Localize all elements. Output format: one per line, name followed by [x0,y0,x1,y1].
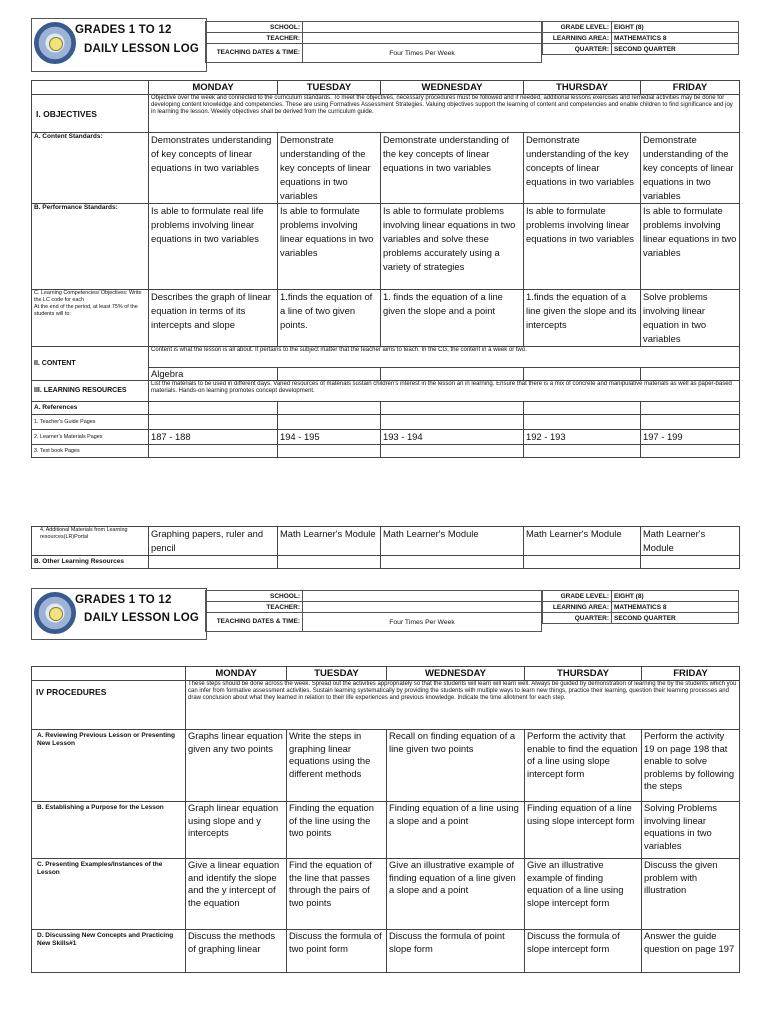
proc-c-tuesday: Find the equation of the line that passes through the pairs of two points [287,859,387,930]
content-standard-monday: Demonstrates understanding of key concepts of linear equations in two variables [149,133,278,204]
resources-note: List the materials to be used in different days. Varied resources of materials sustain children's interest in the lesson an in learning. Ensure that there is a mix of concrete and manipulative materials as well as paper-based materials. Hands-on learning promotes concept development. [149,381,740,402]
additional-monday: Graphing papers, ruler and pencil [149,527,278,556]
proc-c-monday: Give a linear equation and identify the slope and the y intercept of the equation [186,859,287,930]
proc-b-friday: Solving Problems involving linear equations in two variables [642,802,740,859]
resources-heading: III. LEARNING RESOURCES [32,381,149,402]
school-label-2: SCHOOL: [206,591,303,602]
deped-seal-icon-2 [34,592,76,634]
content-standards-label: A. Content Standards: [32,133,149,204]
header-meta-right [542,21,739,55]
corner-cell [32,81,149,95]
competency-tuesday: 1.finds the equation of a line of two given points. [278,290,381,347]
grade-label: GRADE LEVEL: [543,22,612,33]
competency-thursday: 1.finds the equation of a line given the slope and its intercepts [524,290,641,347]
lm-pages-friday: 197 - 199 [641,430,740,445]
proc-a-monday: Graphs linear equation given any two points [186,730,287,802]
additional-tuesday: Math Learner's Module [278,527,381,556]
proc-d-tuesday: Discuss the formula of two point form [287,930,387,973]
area-label-2: LEARNING AREA: [543,602,612,613]
competencies-sub: At the end of the period, at least 75% of the students will to: [34,304,138,317]
proc-day-header-friday: FRIDAY [642,667,740,681]
content-standard-thursday: Demonstrate understanding of the key concepts of linear equations in two variables [524,133,641,204]
proc-a-thursday: Perform the activity that enable to find the equation of a line using slope intercept form [525,730,642,802]
content-value: Algebra [149,368,278,381]
deped-seal-icon [34,22,76,64]
proc-c-label: C. Presenting Examples/Instances of the Lesson [32,859,186,930]
content-standard-wednesday: Demonstrate understanding of the key concepts of linear equations in two variables [381,133,524,204]
quarter-value-2: SECOND QUARTER [612,613,739,624]
proc-d-friday: Answer the guide question on page 197 [642,930,740,973]
tb-label: 3. Text book Pages [32,445,149,458]
additional-friday: Math Learner's Module [641,527,740,556]
grade-value: EIGHT (8) [612,22,739,33]
teacher-label: TEACHER: [206,33,303,44]
header2-meta-left [205,590,542,632]
objectives-note: Objective over the week and connected to the curriculum standards. To meet the objectives, necessary procedures must be followed and if needed, additional lessons exercises and remedial activities may be done for developing content knowledge and competencies. These are using Formatives Assessment Strategies. Valuing objectives support the learning of content and competencies and enable children to find significance and joy in learning the lesson. Weekly objectives shall be derived from the curriculum guide. [149,95,740,133]
teacher-label-2: TEACHER: [206,602,303,613]
area-value-2: MATHEMATICS 8 [612,602,739,613]
day-header-wednesday: WEDNESDAY [381,81,524,95]
proc-a-tuesday: Write the steps in graphing linear equations using the different methods [287,730,387,802]
objectives-heading: I. OBJECTIVES [32,95,149,133]
area-value: MATHEMATICS 8 [612,33,739,44]
additional-thursday: Math Learner's Module [524,527,641,556]
performance-label: B. Performance Standards: [32,204,149,290]
header2-title-line2: DAILY LESSON LOG [84,612,200,624]
proc-a-label: A. Reviewing Previous Lesson or Presenting New Lesson [32,730,186,802]
competencies-label: C. Learning Competencies/ Objectives: Write the LC code for each [34,290,142,303]
proc-d-label: D. Discussing New Concepts and Practicing New Skills#1 [32,930,186,973]
content-standard-friday: Demonstrate understanding of the key concepts of linear equations in two variables [641,133,740,204]
lm-label: 2. Learner's Materials Pages [32,430,149,445]
lm-pages-thursday: 192 - 193 [524,430,641,445]
proc-day-header-wednesday: WEDNESDAY [387,667,525,681]
grade-label-2: GRADE LEVEL: [543,591,612,602]
header-title-line1: GRADES 1 TO 12 [75,24,172,36]
procedures-heading: IV PROCEDURES [32,681,186,730]
proc-b-label: B. Establishing a Purpose for the Lesson [32,802,186,859]
dates-value: Four Times Per Week [303,44,542,63]
proc-a-friday: Perform the activity 19 on page 198 that enable to solve problems by following the steps [642,730,740,802]
content-note: Content is what the lesson is all about. It pertains to the subject matter that the teacher aims to teach. In the CG, the content in a week or two. [149,347,740,368]
proc-a-wednesday: Recall on finding equation of a line given two points [387,730,525,802]
day-header-thursday: THURSDAY [524,81,641,95]
proc-b-monday: Graph linear equation using slope and y intercepts [186,802,287,859]
proc-c-wednesday: Give an illustrative example of finding equation of a line given a slope and a point [387,859,525,930]
quarter-label: QUARTER: [543,44,612,55]
content-standard-tuesday: Demonstrate understanding of the key concepts of linear equations in two variables [278,133,381,204]
content-heading: II. CONTENT [32,347,149,381]
performance-tuesday: Is able to formulate problems involving linear equations in two variables [278,204,381,290]
proc-d-wednesday: Discuss the formula of point slope form [387,930,525,973]
proc-day-header-monday: MONDAY [186,667,287,681]
day-header-friday: FRIDAY [641,81,740,95]
performance-friday: Is able to formulate problems involving linear equations in two variables [641,204,740,290]
quarter-label-2: QUARTER: [543,613,612,624]
lm-pages-wednesday: 193 - 194 [381,430,524,445]
teacher-value [303,33,542,44]
other-resources-label: B. Other Learning Resources [32,556,149,569]
performance-thursday: Is able to formulate problems involving linear equations in two variables [524,204,641,290]
day-header-monday: MONDAY [149,81,278,95]
school-label: SCHOOL: [206,22,303,33]
tg-label: 1. Teacher's Guide Pages [32,415,149,430]
quarter-value: SECOND QUARTER [612,44,739,55]
competencies-label-cell [32,290,149,347]
header2-meta-right [542,590,739,624]
procedures-note: These steps should be done across the week. Spread out the activities appropriately so that the students will learn will learn well. Always be guided by demonstration of learning the by the students which you can infer from formative assessment activities. Sustain learning systematically by providing the students with multiple ways to learn new things, practice their learning, question their learning processes and draw conclusion about what they learned in relation to their life experiences and previous knowledge. Indicate the time allotment for each step. [186,681,740,730]
header-meta-left [205,21,542,63]
grade-value-2: EIGHT (8) [612,591,739,602]
proc-b-thursday: Finding equation of a line using slope intercept form [525,802,642,859]
dates-label: TEACHING DATES & TIME: [206,44,303,63]
performance-wednesday: Is able to formulate problems involving linear equations in two variables and solve these problems accurately using a variety of strategies [381,204,524,290]
header2-title-line1: GRADES 1 TO 12 [75,594,172,606]
additional-materials-table [31,526,740,569]
day-header-tuesday: TUESDAY [278,81,381,95]
dates-label-2: TEACHING DATES & TIME: [206,613,303,632]
proc-d-thursday: Discuss the formula of slope intercept form [525,930,642,973]
references-label: A. References [32,402,149,415]
school-value-2 [303,591,542,602]
performance-monday: Is able to formulate real life problems involving linear equations in two variables [149,204,278,290]
header-title-line2: DAILY LESSON LOG [84,43,200,55]
proc-day-header-thursday: THURSDAY [525,667,642,681]
additional-wednesday: Math Learner's Module [381,527,524,556]
proc-b-wednesday: Finding equation of a line using a slope and a point [387,802,525,859]
additional-label: 4. Additional Materials from Learning resources(LR)Portal [32,527,149,556]
proc-day-header-tuesday: TUESDAY [287,667,387,681]
lm-pages-tuesday: 194 - 195 [278,430,381,445]
competency-friday: Solve problems involving linear equation in two variables [641,290,740,347]
teacher-value-2 [303,602,542,613]
proc-c-friday: Discuss the given problem with illustration [642,859,740,930]
dates-value-2: Four Times Per Week [303,613,542,632]
area-label: LEARNING AREA: [543,33,612,44]
proc-c-thursday: Give an illustrative example of finding equation of a line using slope intercept form [525,859,642,930]
procedures-table [31,666,740,973]
competency-wednesday: 1. finds the equation of a line given the slope and a point [381,290,524,347]
procedures-corner-cell [32,667,186,681]
school-value [303,22,542,33]
competency-monday: Describes the graph of linear equation in terms of its intercepts and slope [149,290,278,347]
proc-b-tuesday: Finding the equation of the line using the two points [287,802,387,859]
proc-d-monday: Discuss the methods of graphing linear [186,930,287,973]
lm-pages-monday: 187 - 188 [149,430,278,445]
objectives-table [31,80,740,458]
